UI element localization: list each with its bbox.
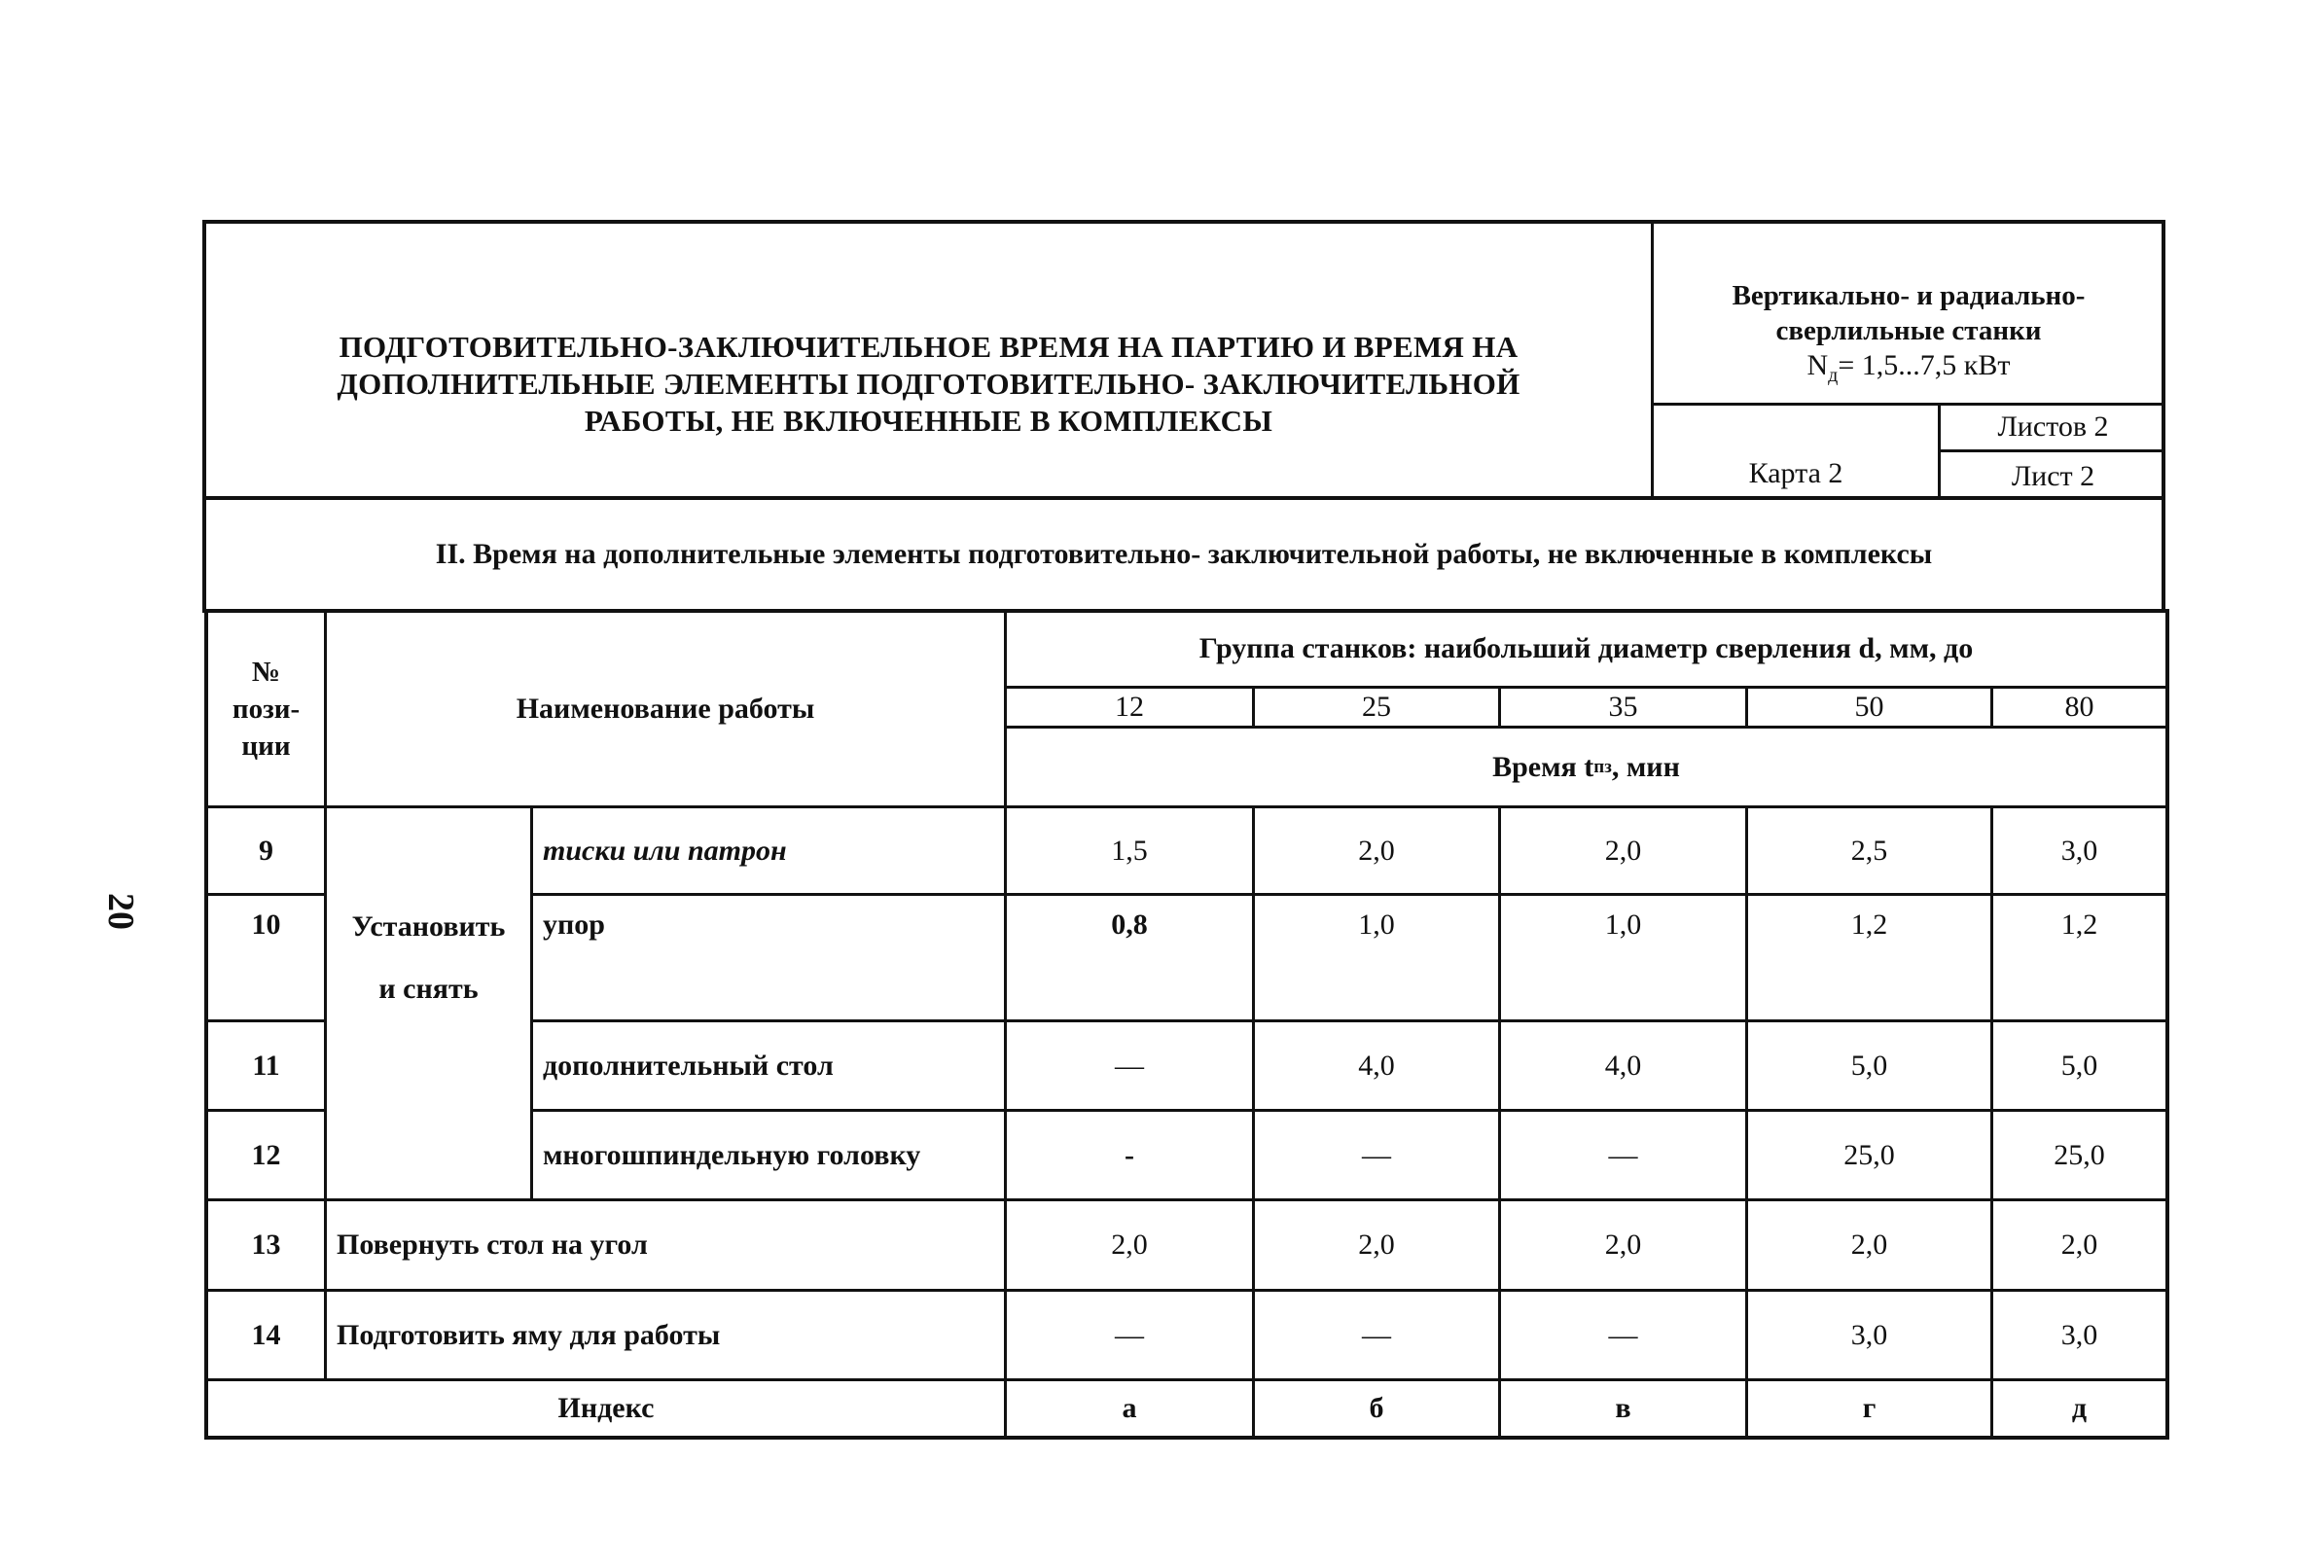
section-title: II. Время на дополнительные элементы подготовительно- заключительной работы, не включенные в комплексы <box>435 538 1933 570</box>
row-11-pos: 11 <box>252 1049 280 1082</box>
power-prefix: N <box>1806 349 1829 381</box>
diameter-80: 80 <box>2064 691 2094 723</box>
row-13-d: 2,0 <box>2060 1229 2098 1261</box>
row-12-v: — <box>1608 1138 1638 1171</box>
row-10-v: 1,0 <box>1604 909 1642 941</box>
machine-line-2: сверлильные станки <box>1775 315 2042 346</box>
row-13-name: Повернуть стол на угол <box>337 1229 648 1261</box>
row-14-name: Подготовить яму для работы <box>337 1318 721 1351</box>
power-subscript: д <box>1828 365 1839 386</box>
diameter-25: 25 <box>1362 691 1391 723</box>
row-11-name: дополнительный стол <box>543 1049 834 1082</box>
diameter-50: 50 <box>1854 691 1884 723</box>
group-label-line-1: Установить <box>351 910 506 943</box>
row-10-b: 1,0 <box>1358 909 1395 941</box>
title-line-3: РАБОТЫ, НЕ ВКЛЮЧЕННЫЕ В КОМПЛЕКСЫ <box>584 404 1273 438</box>
row-12-a: - <box>1125 1138 1134 1171</box>
row-13-g: 2,0 <box>1850 1229 1888 1261</box>
col-pos-line-2: пози- <box>232 694 301 725</box>
index-a: а <box>1122 1392 1137 1424</box>
row-11-g: 5,0 <box>1850 1049 1888 1082</box>
row-10-name: упор <box>543 909 605 941</box>
col-header-name: Наименование работы <box>516 693 815 725</box>
row-12-name: многошпиндельную головку <box>543 1138 921 1171</box>
row-14-d: 3,0 <box>2060 1318 2098 1351</box>
time-prefix: Время t <box>1492 750 1594 783</box>
row-11-b: 4,0 <box>1358 1049 1395 1082</box>
col-pos-line-1: № <box>251 657 281 688</box>
row-9-a: 1,5 <box>1111 834 1148 867</box>
row-14-v: — <box>1608 1318 1638 1351</box>
row-14-pos: 14 <box>251 1318 281 1351</box>
row-12-pos: 12 <box>251 1138 281 1171</box>
row-9-b: 2,0 <box>1358 834 1395 867</box>
row-9-pos: 9 <box>259 834 273 867</box>
group-label-line-2: и снять <box>378 973 479 1005</box>
row-13-v: 2,0 <box>1604 1229 1642 1261</box>
row-9-d: 3,0 <box>2060 834 2098 867</box>
row-10-g: 1,2 <box>1850 909 1888 941</box>
row-10-a: 0,8 <box>1111 909 1148 941</box>
row-13-a: 2,0 <box>1111 1229 1148 1261</box>
row-9-v: 2,0 <box>1604 834 1642 867</box>
machine-type <box>1654 272 2163 399</box>
row-11-a: — <box>1115 1049 1144 1082</box>
sheet-number: Лист 2 <box>2011 459 2095 492</box>
index-label: Индекс <box>557 1392 655 1424</box>
diameter-35: 35 <box>1608 691 1638 723</box>
row-12-g: 25,0 <box>1843 1138 1895 1171</box>
time-suffix: , мин <box>1611 750 1680 783</box>
title-line-1: ПОДГОТОВИТЕЛЬНО-ЗАКЛЮЧИТЕЛЬНОЕ ВРЕМЯ НА ПАРТИЮ И ВРЕМЯ НА <box>339 330 1519 364</box>
index-b: б <box>1369 1392 1384 1424</box>
power-rating <box>1807 348 2011 393</box>
col-pos-line-3: ции <box>241 731 291 762</box>
index-d: д <box>2071 1392 2088 1424</box>
row-10-d: 1,2 <box>2060 909 2098 941</box>
diameter-12: 12 <box>1115 691 1144 723</box>
page-number: 20 <box>100 893 141 930</box>
row-13-b: 2,0 <box>1358 1229 1395 1261</box>
index-v: в <box>1615 1392 1631 1424</box>
row-10-pos: 10 <box>251 909 281 941</box>
row-11-v: 4,0 <box>1604 1049 1642 1082</box>
power-value: = 1,5...7,5 кВт <box>1838 349 2011 381</box>
row-14-b: — <box>1362 1318 1391 1351</box>
sheets-total: Листов 2 <box>1997 410 2109 443</box>
row-12-b: — <box>1362 1138 1391 1171</box>
time-subscript: пз <box>1593 756 1612 777</box>
group-header: Группа станков: наибольший диаметр сверления d, мм, до <box>1198 631 1974 664</box>
machine-line-1: Вертикально- и радиально- <box>1732 280 2086 311</box>
row-11-d: 5,0 <box>2060 1049 2098 1082</box>
row-13-pos: 13 <box>251 1229 281 1261</box>
row-12-d: 25,0 <box>2054 1138 2105 1171</box>
time-header <box>1007 729 2165 805</box>
card-number: Карта 2 <box>1748 457 1843 489</box>
group-label-install-remove <box>327 895 530 1021</box>
title-line-2: ДОПОЛНИТЕЛЬНЫЕ ЭЛЕМЕНТЫ ПОДГОТОВИТЕЛЬНО- ЗАКЛЮЧИТЕЛЬНОЙ <box>337 367 1520 401</box>
row-14-g: 3,0 <box>1850 1318 1888 1351</box>
index-g: г <box>1862 1392 1877 1424</box>
col-header-position <box>208 613 324 805</box>
row-9-name: тиски или патрон <box>543 834 787 867</box>
row-14-a: — <box>1115 1318 1144 1351</box>
row-9-g: 2,5 <box>1850 834 1888 867</box>
page-title <box>206 321 1651 447</box>
